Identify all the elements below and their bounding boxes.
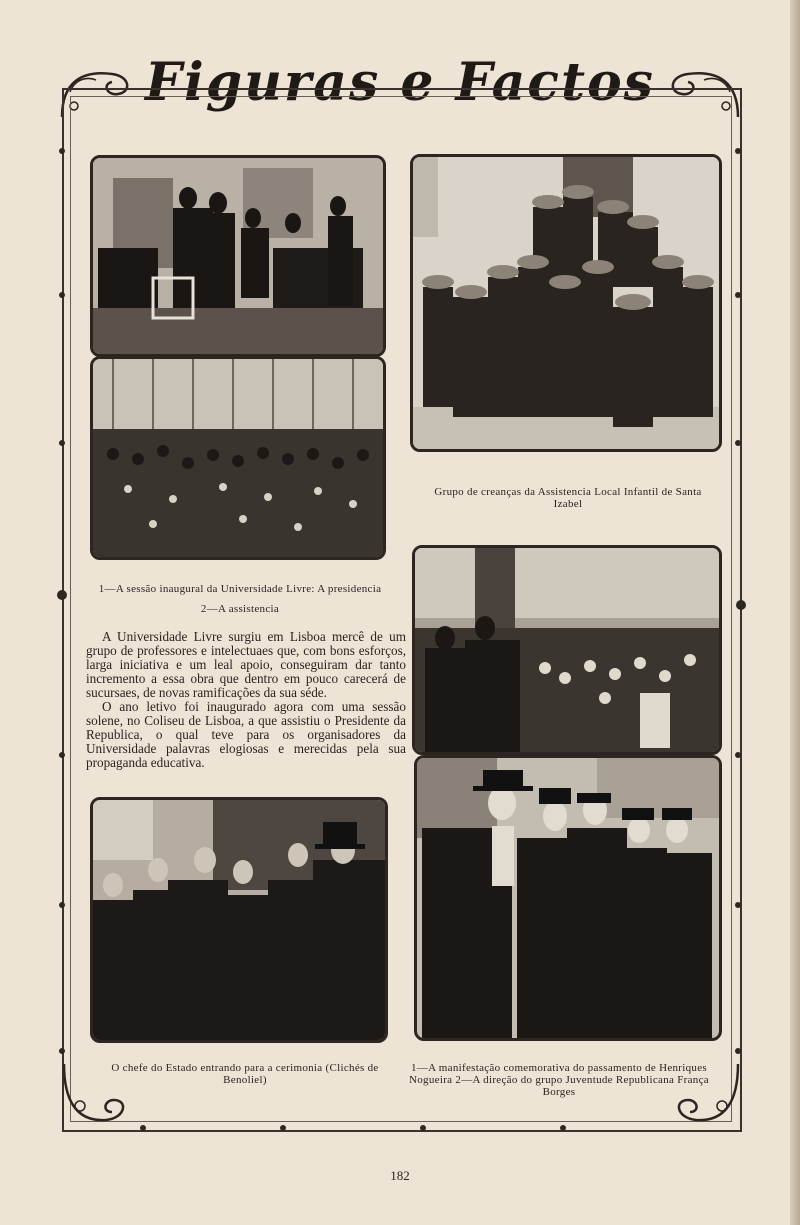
masthead-title: Figuras e Factos bbox=[145, 52, 655, 113]
border-dot bbox=[735, 148, 741, 154]
photo-chief-of-state bbox=[90, 797, 388, 1043]
border-dot bbox=[59, 148, 65, 154]
border-dot bbox=[280, 1125, 286, 1131]
border-dot bbox=[735, 440, 741, 446]
caption-university-presidency: 1—A sessão inaugural da Universidade Livre: A presidencia bbox=[98, 583, 382, 595]
border-dot bbox=[57, 590, 67, 600]
article-paragraph: A Universidade Livre surgiu em Lisboa mercê de um grupo de professores e intelectuaes que, com bons esforços, larga iniciativa e um leal apoio, conseguiram dar tanto incremento a essa obra que dentro em pouco carecerá de sucursaes, de novas ramificações da sua séde. bbox=[86, 629, 406, 700]
border-dot bbox=[420, 1125, 426, 1131]
caption-university-audience: 2—A assistencia bbox=[200, 603, 280, 615]
border-dot bbox=[735, 292, 741, 298]
article-paragraph: O ano letivo foi inaugurado agora com uma sessão solene, no Coliseu de Lisboa, a que assistiu o Presidente da Republica, o qual teve para os organisadores da Universidade palavras elogiosas e merecidas pela sua propaganda educativa. bbox=[86, 699, 406, 770]
border-dot bbox=[59, 292, 65, 298]
border-dot bbox=[560, 1125, 566, 1131]
caption-children-group: Grupo de creanças da Assistencia Local Infantil de Santa Izabel bbox=[434, 486, 702, 510]
photo-manifestation bbox=[412, 545, 722, 755]
page-spine-edge bbox=[790, 0, 800, 1225]
border-dot bbox=[140, 1125, 146, 1131]
page-number: 182 bbox=[390, 1168, 410, 1183]
border-dot bbox=[59, 1048, 65, 1054]
border-dot bbox=[59, 440, 65, 446]
caption-chief-of-state: O chefe do Estado entrando para a cerimonia (Clichés de Benoliel) bbox=[111, 1062, 379, 1086]
article-body bbox=[86, 630, 406, 770]
caption-manifestation: 1—A manifestação comemorativa do passamento de Henriques Nogueira 2—A direção do grupo Juventude Republicana França Borges bbox=[409, 1062, 709, 1098]
photo-youth-group bbox=[414, 755, 722, 1041]
border-dot bbox=[735, 902, 741, 908]
border-dot bbox=[736, 600, 746, 610]
photo-children-group bbox=[410, 154, 722, 452]
border-dot bbox=[59, 902, 65, 908]
photo-university-presidency bbox=[90, 155, 386, 357]
border-dot bbox=[735, 752, 741, 758]
border-dot bbox=[735, 1048, 741, 1054]
border-dot bbox=[59, 752, 65, 758]
photo-university-audience bbox=[90, 356, 386, 560]
